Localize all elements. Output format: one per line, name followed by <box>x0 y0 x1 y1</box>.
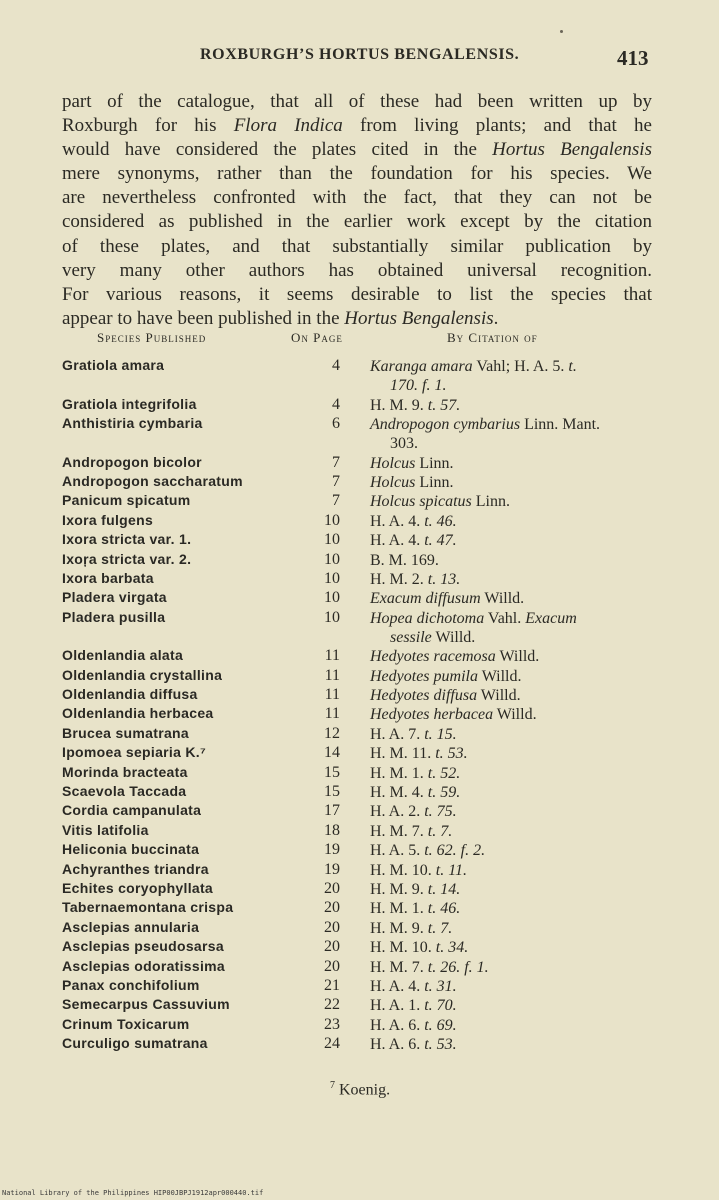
citation <box>370 705 651 724</box>
species-name: Asclepias pseudosarsa <box>62 938 224 955</box>
intro-line: Roxburgh for his Flora Indica from living plants; and that he <box>62 115 652 137</box>
citation <box>370 1035 651 1054</box>
italic-text: Andropogon cymbarius <box>370 415 521 433</box>
table-row <box>0 686 719 705</box>
italic-text: t. 34. <box>435 939 469 957</box>
page-ref: 12 <box>324 724 340 742</box>
citation-line: Holcus spicatus Linn. <box>370 493 510 511</box>
citation <box>370 647 651 666</box>
page-ref: 19 <box>324 860 340 878</box>
species-name: Ipomoea sepiaria K.⁷ <box>62 744 207 761</box>
citation <box>370 667 651 686</box>
italic-text: Exacum <box>525 609 577 627</box>
italic-text: Holcus <box>370 473 416 491</box>
species-name: Morinda bracteata <box>62 763 188 780</box>
citation <box>370 958 651 977</box>
italic-text: t. 7. <box>427 822 453 840</box>
italic-text: t. 70. <box>424 997 457 1015</box>
page-ref: 20 <box>324 938 340 956</box>
citation-line: Exacum diffusum Willd. <box>370 590 525 608</box>
table-row <box>0 861 719 880</box>
table-row <box>0 667 719 686</box>
italic-text: t. 46. <box>424 512 457 530</box>
table-header <box>0 330 719 350</box>
table-row <box>0 454 719 473</box>
citation-line: H. M. 10. t. 34. <box>370 939 469 957</box>
page-ref: 23 <box>324 1015 340 1033</box>
intro-line: considered as published in the earlier work except by the citation <box>62 211 652 233</box>
italic-text: Hortus Bengalensis <box>492 139 652 161</box>
italic-text: Exacum diffusum <box>370 590 481 608</box>
italic-text: t. 31. <box>424 977 457 995</box>
citation-line: Hopea dichotoma Vahl. Exacum <box>370 609 577 627</box>
citation <box>370 725 651 744</box>
citation-line: H. M. 10. t. 11. <box>370 861 468 879</box>
species-name: Oldenlandia herbacea <box>62 705 214 722</box>
intro-line: For various reasons, it seems desirable to list the species that <box>62 283 652 305</box>
citation-line: H. M. 9. t. 57. <box>370 396 461 414</box>
citation <box>370 996 651 1015</box>
page-ref: 7 <box>332 453 340 471</box>
page-ref: 11 <box>324 705 340 723</box>
intro-line: are nevertheless confronted with the fact, that they can not be <box>62 187 652 209</box>
citation <box>370 512 651 531</box>
table-row <box>0 880 719 899</box>
header-species-published: Species Published <box>97 330 207 345</box>
species-name: Curculigo sumatrana <box>62 1035 208 1052</box>
running-title: ROXBURGH’S HORTUS BENGALENSIS. <box>200 46 520 63</box>
page-ref: 4 <box>332 395 340 413</box>
table-row <box>0 764 719 783</box>
page-ref: 7 <box>332 492 340 510</box>
species-name: Gratiola integrifolia <box>62 395 197 412</box>
citation <box>370 396 651 415</box>
italic-text: Hedyotes racemosa <box>370 648 496 666</box>
species-name: Asclepias odoratissima <box>62 957 225 974</box>
footnote-text: Koenig. <box>339 1081 391 1099</box>
table-row <box>0 396 719 415</box>
table-row <box>0 938 719 957</box>
table-row <box>0 551 719 570</box>
table-row <box>0 705 719 724</box>
species-name: Pladera virgata <box>62 589 167 606</box>
page-ref: 11 <box>324 666 340 684</box>
page-ref: 18 <box>324 821 340 839</box>
page-ref: 11 <box>324 686 340 704</box>
table-row <box>0 531 719 550</box>
species-name: Semecarpus Cassuvium <box>62 996 230 1013</box>
citation <box>370 841 651 860</box>
table-row <box>0 609 719 648</box>
species-name: Vitis latifolia <box>62 821 149 838</box>
italic-text: t. 75. <box>424 803 457 821</box>
citation <box>370 861 651 880</box>
running-head <box>0 44 719 72</box>
citation-line: Hedyotes herbacea Willd. <box>370 706 537 724</box>
italic-text: t. 69. <box>424 1016 457 1034</box>
italic-text: Flora Indica <box>233 115 343 137</box>
species-name: Asclepias annularia <box>62 918 200 935</box>
italic-text: Hedyotes herbacea <box>370 706 494 724</box>
italic-text: Hortus Bengalensis <box>344 307 494 329</box>
italic-text: Karanga amara <box>370 358 473 375</box>
citation <box>370 589 651 608</box>
citation-line: H. A. 5. t. 62. f. 2. <box>370 842 486 860</box>
italic-text: t. 47. <box>424 532 457 550</box>
citation-line: H. M. 1. t. 46. <box>370 900 461 918</box>
page-ref: 14 <box>324 744 340 762</box>
citation-line: H. A. 1. t. 70. <box>370 997 457 1015</box>
citation <box>370 880 651 899</box>
page-ref: 10 <box>324 608 340 626</box>
citation-line: B. M. 169. <box>370 551 439 569</box>
table-row <box>0 415 719 454</box>
species-name: Anthistiria cymbaria <box>62 414 203 431</box>
page-ref: 10 <box>324 550 340 568</box>
species-name: Crinum Toxicarum <box>62 1015 190 1032</box>
citation <box>370 570 651 589</box>
header-by-citation-of: By Citation of <box>447 330 538 345</box>
citation-line: Hedyotes pumila Willd. <box>370 667 522 685</box>
intro-line: would have considered the plates cited in the Hortus Bengalensis <box>62 139 652 161</box>
table-row <box>0 1035 719 1054</box>
italic-text: Hedyotes pumila <box>370 667 478 685</box>
italic-text: t. <box>568 358 577 375</box>
table-row <box>0 1016 719 1035</box>
italic-text: Hopea dichotoma <box>370 609 485 627</box>
citation-line: H. A. 4. t. 31. <box>370 977 457 995</box>
page-ref: 10 <box>324 589 340 607</box>
citation-line: H. A. 4. t. 47. <box>370 532 457 550</box>
page-ref: 10 <box>324 531 340 549</box>
citation-line: sessile Willd. <box>390 628 476 646</box>
table-row <box>0 570 719 589</box>
species-name: Achyranthes triandra <box>62 860 209 877</box>
page-number: 413 <box>617 46 649 70</box>
header-on-page: On Page <box>291 330 343 345</box>
table-row <box>0 492 719 511</box>
page-ref: 17 <box>324 802 340 820</box>
citation-line: Holcus Linn. <box>370 454 454 472</box>
citation <box>370 492 651 511</box>
intro-line: of these plates, and that substantially similar publication by <box>62 235 652 257</box>
table-row <box>0 958 719 977</box>
italic-text: t. 7. <box>427 919 453 937</box>
citation-line: H. M. 2. t. 13. <box>370 570 461 588</box>
footnote <box>330 1080 390 1099</box>
citation <box>370 473 651 492</box>
species-name: Oldenlandia diffusa <box>62 686 198 703</box>
species-name: Brucea sumatrana <box>62 724 189 741</box>
page-ref: 10 <box>324 511 340 529</box>
citation-line: H. A. 7. t. 15. <box>370 725 457 743</box>
page-ref: 4 <box>332 357 340 374</box>
citation-line <box>370 376 651 395</box>
species-name: Heliconia buccinata <box>62 841 200 858</box>
citation-line: H. A. 6. t. 53. <box>370 1036 457 1054</box>
table-row <box>0 899 719 918</box>
table-row <box>0 996 719 1015</box>
citation <box>370 531 651 550</box>
italic-text: sessile <box>390 628 432 646</box>
italic-text: t. 46. <box>427 900 461 918</box>
citation <box>370 919 651 938</box>
intro-line: part of the catalogue, that all of these had been written up by <box>62 91 652 112</box>
species-name: Andropogon bicolor <box>62 453 202 470</box>
italic-text: Holcus <box>370 454 416 472</box>
page-ref: 15 <box>324 783 340 801</box>
citation-line: H. A. 6. t. 69. <box>370 1016 457 1034</box>
citation-line: H. M. 9. t. 14. <box>370 880 461 898</box>
species-name: Ixora stricta var. 1. <box>62 531 192 548</box>
page-ref: 21 <box>324 976 340 994</box>
citation <box>370 899 651 918</box>
citation <box>370 415 651 453</box>
intro-line: mere synonyms, rather than the foundation for his species. We <box>62 163 652 185</box>
citation-line: Hedyotes diffusa Willd. <box>370 687 521 705</box>
italic-text: t. 15. <box>424 725 457 743</box>
intro-line: very many other authors has obtained universal recognition. <box>62 259 652 281</box>
table-row <box>0 841 719 860</box>
page-ref: 6 <box>332 414 340 432</box>
citation-line: 303. <box>390 434 418 452</box>
citation <box>370 764 651 783</box>
italic-text: t. 13. <box>427 570 461 588</box>
intro-line: appear to have been published in the Hortus Bengalensis. <box>62 307 499 329</box>
table-row <box>0 977 719 996</box>
species-name: Gratiola amara <box>62 357 165 373</box>
citation-line: Hedyotes racemosa Willd. <box>370 648 540 666</box>
intro-paragraph <box>62 90 652 331</box>
table-row <box>0 725 719 744</box>
italic-text: t. 52. <box>427 764 461 782</box>
citation <box>370 938 651 957</box>
citation-line: H. M. 9. t. 7. <box>370 919 453 937</box>
citation <box>370 357 651 395</box>
italic-text: t. 59. <box>427 784 461 802</box>
citation <box>370 454 651 473</box>
species-name: Panicum spicatum <box>62 492 191 509</box>
italic-text: Holcus spicatus <box>370 493 472 511</box>
citation <box>370 822 651 841</box>
species-name: Oldenlandia alata <box>62 647 184 664</box>
citation <box>370 783 651 802</box>
species-name: Ixora barbata <box>62 569 154 586</box>
citation-line: Holcus Linn. <box>370 473 454 491</box>
species-table <box>0 357 719 1055</box>
citation-line: H. M. 4. t. 59. <box>370 784 461 802</box>
page-ref: 20 <box>324 899 340 917</box>
table-row <box>0 647 719 666</box>
table-row <box>0 919 719 938</box>
citation-line: Andropogon cymbarius Linn. Mant. <box>370 415 601 433</box>
page-ref: 20 <box>324 879 340 897</box>
citation <box>370 802 651 821</box>
species-name: Scaevola Taccada <box>62 783 187 800</box>
citation <box>370 609 651 647</box>
page-ref: 20 <box>324 957 340 975</box>
citation-line: H. M. 1. t. 52. <box>370 764 461 782</box>
italic-text: t. 14. <box>427 880 461 898</box>
species-name: Ixora fulgens <box>62 511 154 528</box>
table-row <box>0 473 719 492</box>
page-ref: 20 <box>324 918 340 936</box>
citation-line: H. A. 4. t. 46. <box>370 512 457 530</box>
footnote-mark: 7 <box>330 1080 335 1091</box>
species-name: Tabernaemontana crispa <box>62 899 234 916</box>
citation-line: Karanga amara Vahl; H. A. 5. t. <box>370 358 577 375</box>
citation-line: H. M. 11. t. 53. <box>370 745 468 763</box>
italic-text: t. 57. <box>427 396 461 414</box>
page-ref: 24 <box>324 1035 340 1053</box>
table-row <box>0 744 719 763</box>
table-row <box>0 802 719 821</box>
citation-line: H. A. 2. t. 75. <box>370 803 457 821</box>
page-ref: 11 <box>324 647 340 665</box>
table-row <box>0 822 719 841</box>
page-ref: 15 <box>324 763 340 781</box>
page-ref: 10 <box>324 569 340 587</box>
italic-text: Hedyotes diffusa <box>370 687 478 705</box>
citation-line: H. M. 7. t. 26. f. 1. <box>370 958 489 976</box>
citation <box>370 1016 651 1035</box>
page-ref: 22 <box>324 996 340 1014</box>
italic-text: 170. f. 1. <box>390 377 447 394</box>
species-name: Oldenlandia crystallina <box>62 666 223 683</box>
species-name: Pladera pusilla <box>62 608 166 625</box>
citation <box>370 686 651 705</box>
italic-text: t. 62. f. 2. <box>424 842 486 860</box>
italic-text: t. 53. <box>424 1036 457 1054</box>
italic-text: t. 26. f. 1. <box>427 958 489 976</box>
species-name: Cordia campanulata <box>62 802 202 819</box>
table-row <box>0 512 719 531</box>
citation-line: H. M. 7. t. 7. <box>370 822 453 840</box>
citation <box>370 551 651 570</box>
italic-text: t. 11. <box>435 861 468 879</box>
table-row <box>0 357 719 396</box>
page-ref: 7 <box>332 472 340 490</box>
citation <box>370 977 651 996</box>
species-name: Andropogon saccharatum <box>62 472 243 489</box>
table-row <box>0 783 719 802</box>
italic-text: t. 53. <box>435 745 468 763</box>
species-name: Panax conchifolium <box>62 976 200 993</box>
species-name: Ixoŗa stricta var. 2. <box>62 550 192 567</box>
scan-credit: National Library of the Philippines HIP00JBPJ1912apr000440.tif <box>2 1189 264 1197</box>
page-ref: 19 <box>324 841 340 859</box>
scan-speck <box>560 30 563 33</box>
citation <box>370 744 651 763</box>
table-row <box>0 589 719 608</box>
species-name: Echites coryophyllata <box>62 879 214 896</box>
